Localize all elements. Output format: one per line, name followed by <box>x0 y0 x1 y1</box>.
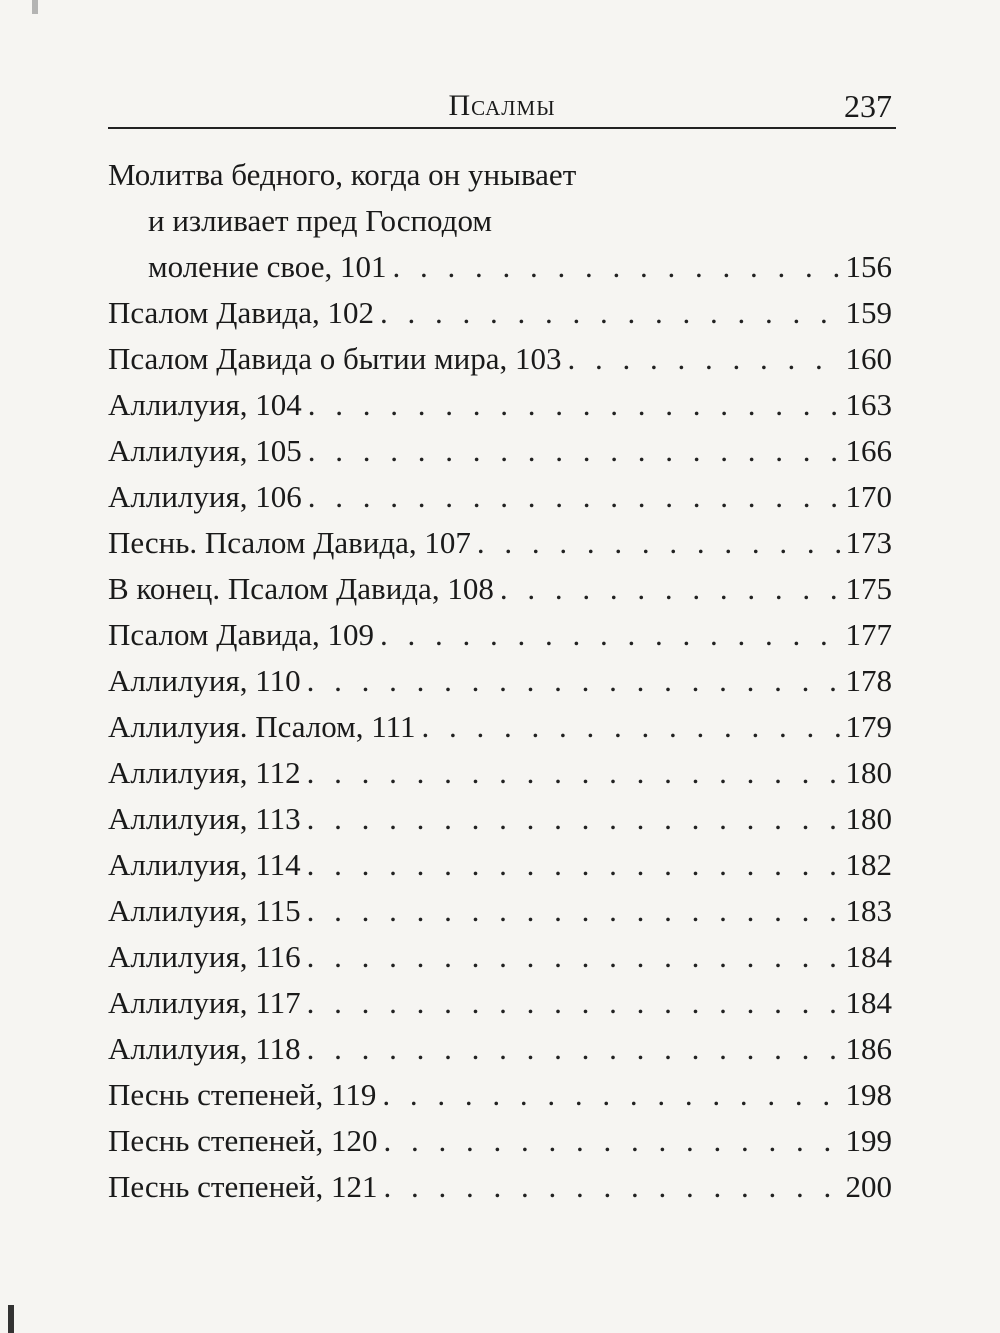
dot-leader <box>384 1118 842 1164</box>
toc-page-ref: 159 <box>845 295 892 330</box>
toc-entry-title: Аллилуия, 105 <box>108 433 302 468</box>
toc-entry <box>108 1026 892 1072</box>
toc-entry <box>108 336 892 382</box>
toc-entry <box>108 1164 892 1210</box>
toc-page-ref: 179 <box>845 709 892 744</box>
toc-entry-line <box>108 980 892 1026</box>
dot-leader <box>500 566 842 612</box>
dot-leader <box>308 428 842 474</box>
toc-entry-title: Аллилуия, 116 <box>108 939 301 974</box>
toc-page-ref: 180 <box>845 755 892 790</box>
toc-entry-title: Аллилуия, 117 <box>108 985 301 1020</box>
dot-leader <box>307 658 842 704</box>
toc-entry-title: Песнь. Псалом Давида, 107 <box>108 525 471 560</box>
toc-entry-line <box>108 474 892 520</box>
toc-entry <box>108 658 892 704</box>
toc-entry <box>108 980 892 1026</box>
toc-entry <box>108 566 892 612</box>
toc-entry-title: Песнь степеней, 119 <box>108 1077 377 1112</box>
toc-page-ref: 184 <box>845 985 892 1020</box>
scan-edge-mark <box>8 1305 14 1333</box>
toc-entry <box>108 474 892 520</box>
running-header <box>108 86 896 130</box>
toc-page-ref: 198 <box>845 1077 892 1112</box>
toc-page-ref: 199 <box>845 1123 892 1158</box>
toc-page-ref: 200 <box>845 1169 892 1204</box>
dot-leader <box>308 474 842 520</box>
toc-entry <box>108 750 892 796</box>
toc-entry <box>108 290 892 336</box>
running-title: Псалмы <box>448 89 556 122</box>
toc-page-ref: 184 <box>845 939 892 974</box>
dot-leader <box>382 1072 841 1118</box>
dot-leader <box>477 520 842 566</box>
dot-leader <box>392 244 841 290</box>
toc-page-ref: 182 <box>845 847 892 882</box>
toc-entry-title: Аллилуия, 110 <box>108 663 301 698</box>
toc-entry-line <box>108 934 892 980</box>
toc-entry-line <box>108 290 892 336</box>
toc-page-ref: 160 <box>845 341 892 376</box>
toc-entry-title: Псалом Давида, 102 <box>108 295 374 330</box>
dot-leader <box>568 336 842 382</box>
toc-page-ref: 173 <box>845 525 892 560</box>
toc-page-ref: 177 <box>845 617 892 652</box>
toc-entry-title: Псалом Давида о бытии мира, 103 <box>108 341 562 376</box>
dot-leader <box>307 888 842 934</box>
dot-leader <box>307 842 842 888</box>
toc-entry-line <box>108 796 892 842</box>
toc-page-ref: 163 <box>845 387 892 422</box>
toc-entry-title: Аллилуия, 113 <box>108 801 301 836</box>
toc-page-ref: 170 <box>845 479 892 514</box>
toc-entry-title: Аллилуия, 106 <box>108 479 302 514</box>
toc-entry <box>108 704 892 750</box>
dot-leader <box>384 1164 842 1210</box>
dot-leader <box>380 290 842 336</box>
dot-leader <box>307 980 842 1026</box>
dot-leader <box>307 934 842 980</box>
toc-entry-text: Молитва бедного, когда он унывает <box>108 157 577 192</box>
toc-entry-title: Песнь степеней, 121 <box>108 1169 378 1204</box>
toc-page-ref: 156 <box>845 249 892 284</box>
dot-leader <box>307 796 842 842</box>
toc-entry-line <box>108 566 892 612</box>
toc-entry <box>108 888 892 934</box>
toc-entry-text: и изливает пред Господом <box>148 203 492 238</box>
toc-entry-line <box>108 198 892 244</box>
toc-entry <box>108 612 892 658</box>
toc-entry-title: Аллилуия, 112 <box>108 755 301 790</box>
toc-entry-title: моление свое, 101 <box>148 249 387 284</box>
toc-page-ref: 183 <box>845 893 892 928</box>
toc-entry-title: Аллилуия, 114 <box>108 847 301 882</box>
toc-entry-title: В конец. Псалом Давида, 108 <box>108 571 494 606</box>
toc-entry-title: Аллилуия, 115 <box>108 893 301 928</box>
toc-entry <box>108 796 892 842</box>
toc-entry-line <box>108 1026 892 1072</box>
toc-page-ref: 175 <box>845 571 892 606</box>
dot-leader <box>422 704 842 750</box>
table-of-contents <box>108 152 892 1210</box>
toc-entry <box>108 1118 892 1164</box>
toc-page-ref: 180 <box>845 801 892 836</box>
toc-entry-title: Аллилуия, 104 <box>108 387 302 422</box>
toc-entry-line <box>108 750 892 796</box>
scan-edge-mark <box>32 0 38 14</box>
toc-entry <box>108 1072 892 1118</box>
toc-entry-line <box>108 888 892 934</box>
toc-entry-title: Аллилуия, 118 <box>108 1031 301 1066</box>
toc-entry <box>108 428 892 474</box>
toc-entry-title: Аллилуия. Псалом, 111 <box>108 709 416 744</box>
toc-page-ref: 178 <box>845 663 892 698</box>
toc-entry-line <box>108 336 892 382</box>
toc-entry <box>108 520 892 566</box>
dot-leader <box>307 750 842 796</box>
toc-entry-line <box>108 658 892 704</box>
header-rule <box>108 127 896 129</box>
toc-entry <box>108 934 892 980</box>
toc-entry-line <box>108 520 892 566</box>
toc-entry-line <box>108 1118 892 1164</box>
toc-entry-line <box>108 1164 892 1210</box>
toc-entry-title: Песнь степеней, 120 <box>108 1123 378 1158</box>
toc-entry-line <box>108 612 892 658</box>
dot-leader <box>308 382 842 428</box>
toc-entry-line <box>108 704 892 750</box>
toc-entry-title: Псалом Давида, 109 <box>108 617 374 652</box>
toc-page-ref: 166 <box>845 433 892 468</box>
page-number: 237 <box>844 88 892 124</box>
toc-entry-line <box>108 152 892 198</box>
toc-entry <box>108 382 892 428</box>
toc-entry-line <box>108 428 892 474</box>
toc-entry-line <box>108 842 892 888</box>
toc-entry-line <box>108 1072 892 1118</box>
toc-entry-line <box>108 244 892 290</box>
toc-entry <box>108 842 892 888</box>
dot-leader <box>307 1026 842 1072</box>
toc-entry <box>108 152 892 290</box>
toc-page-ref: 186 <box>845 1031 892 1066</box>
dot-leader <box>380 612 842 658</box>
toc-entry-line <box>108 382 892 428</box>
